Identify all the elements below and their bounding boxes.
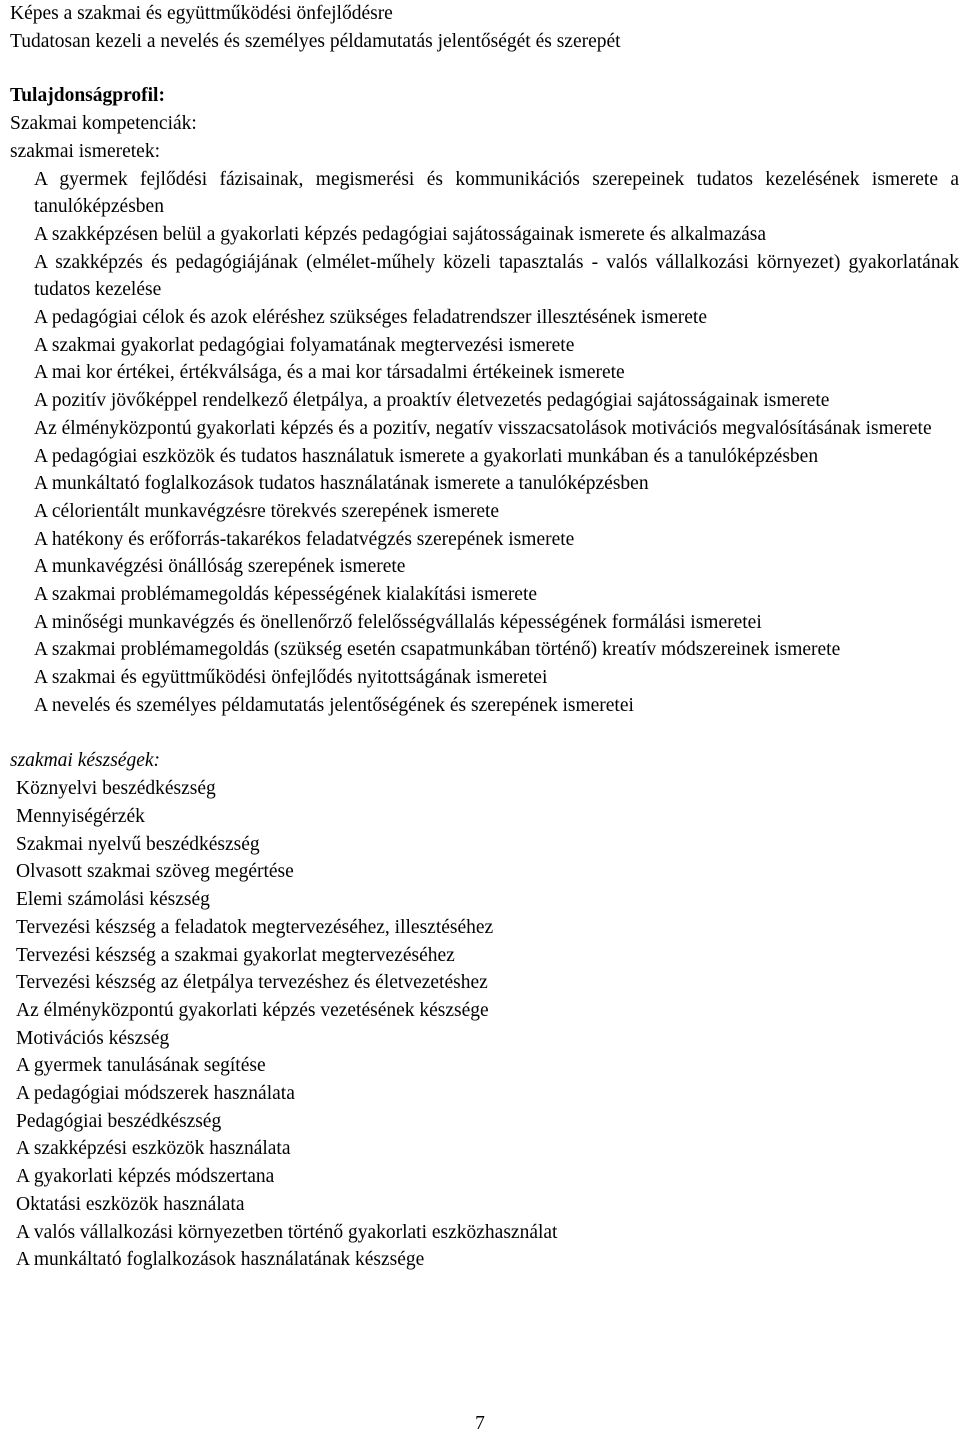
knowledge-item: Az élményközpontú gyakorlati képzés és a pozitív, negatív visszacsatolások motivációs megvalósításának ismerete (34, 417, 932, 439)
skill-item: Mennyiségérzék (16, 805, 145, 827)
knowledge-item: A hatékony és erőforrás-takarékos feladatvégzés szerepének ismerete (34, 528, 575, 550)
skill-item: Motivációs készség (16, 1027, 170, 1049)
skill-item: A gyermek tanulásának segítése (16, 1055, 266, 1077)
knowledge-item: A munkavégzési önállóság szerepének ismerete (34, 556, 406, 578)
knowledge-item: A pozitív jövőképpel rendelkező életpálya, a proaktív életvezetés pedagógiai sajátosságainak ismerete (34, 390, 830, 412)
knowledge-item: A gyermek fejlődési fázisainak, megismerési és kommunikációs szerepeinek tudatos kezelésének ismerete a tanulóképzésben (34, 168, 959, 218)
knowledge-item: A munkáltató foglalkozások tudatos használatának ismerete a tanulóképzésben (34, 473, 649, 495)
skill-item: Tervezési készség a feladatok megtervezéséhez, illesztéséhez (16, 916, 494, 938)
competencies-label: Szakmai kompetenciák: (10, 113, 197, 135)
intro-block (10, 0, 959, 55)
skill-item: Az élményközpontú gyakorlati képzés vezetésének készsége (16, 999, 489, 1021)
spacer (10, 55, 959, 82)
knowledge-item: A szakmai problémamegoldás (szükség esetén csapatmunkában történő) kreatív módszereinek ismerete (34, 639, 841, 661)
knowledge-item: A szakképzés és pedagógiájának (elmélet-műhely közeli tapasztalás - valós vállalkozási környezet) gyakorlatának tudatos kezelése (34, 251, 959, 301)
skill-item: Pedagógiai beszédkészség (16, 1110, 222, 1132)
spacer (10, 720, 959, 747)
knowledge-item: A pedagógiai eszközök és tudatos használatuk ismerete a gyakorlati munkában és a tanulóképzésben (34, 445, 819, 467)
knowledge-list (10, 166, 959, 720)
document-page (10, 0, 959, 1274)
skill-item: Olvasott szakmai szöveg megértése (16, 861, 294, 883)
intro-line: Tudatosan kezeli a nevelés és személyes példamutatás jelentőségét és szerepét (10, 30, 621, 52)
skills-label: szakmai készségek: (10, 749, 160, 771)
knowledge-item: A pedagógiai célok és azok eléréshez szükséges feladatrendszer illesztésének ismerete (34, 307, 707, 329)
knowledge-item: A mai kor értékei, értékválsága, és a mai kor társadalmi értékeinek ismerete (34, 362, 625, 384)
knowledge-item: A szakmai és együttműködési önfejlődés nyitottságának ismeretei (34, 667, 548, 689)
knowledge-item: A szakmai problémamegoldás képességének kialakítási ismerete (34, 584, 538, 606)
skill-item: A pedagógiai módszerek használata (16, 1083, 295, 1105)
skill-item: Elemi számolási készség (16, 889, 210, 911)
knowledge-item: A célorientált munkavégzésre törekvés szerepének ismerete (34, 500, 500, 522)
skill-item: A gyakorlati képzés módszertana (16, 1166, 275, 1188)
skill-item: A munkáltató foglalkozások használatának készsége (16, 1249, 425, 1271)
knowledge-item: A szakképzésen belül a gyakorlati képzés pedagógiai sajátosságainak ismerete és alkalmazása (34, 223, 767, 245)
knowledge-item: A szakmai gyakorlat pedagógiai folyamatának megtervezési ismerete (34, 334, 575, 356)
skill-item: Szakmai nyelvű beszédkészség (16, 833, 260, 855)
knowledge-label: szakmai ismeretek: (10, 140, 160, 162)
skill-item: A valós vállalkozási környezetben történő gyakorlati eszközhasználat (16, 1221, 558, 1243)
knowledge-item: A nevelés és személyes példamutatás jelentőségének és szerepének ismeretei (34, 694, 634, 716)
page-number: 7 (475, 1413, 485, 1434)
skill-item: Tervezési készség a szakmai gyakorlat megtervezéséhez (16, 944, 455, 966)
skill-item: A szakképzési eszközök használata (16, 1138, 291, 1160)
skills-list (10, 775, 959, 1274)
intro-line: Képes a szakmai és együttműködési önfejlődésre (10, 3, 393, 24)
skill-item: Oktatási eszközök használata (16, 1193, 245, 1215)
skill-item: Köznyelvi beszédkészség (16, 778, 216, 800)
skill-item: Tervezési készség az életpálya tervezéshez és életvezetéshez (16, 972, 488, 994)
knowledge-item: A minőségi munkavégzés és önellenőrző felelősségvállalás képességének formálási ismeretei (34, 611, 762, 633)
profile-title: Tulajdonságprofil: (10, 85, 165, 107)
